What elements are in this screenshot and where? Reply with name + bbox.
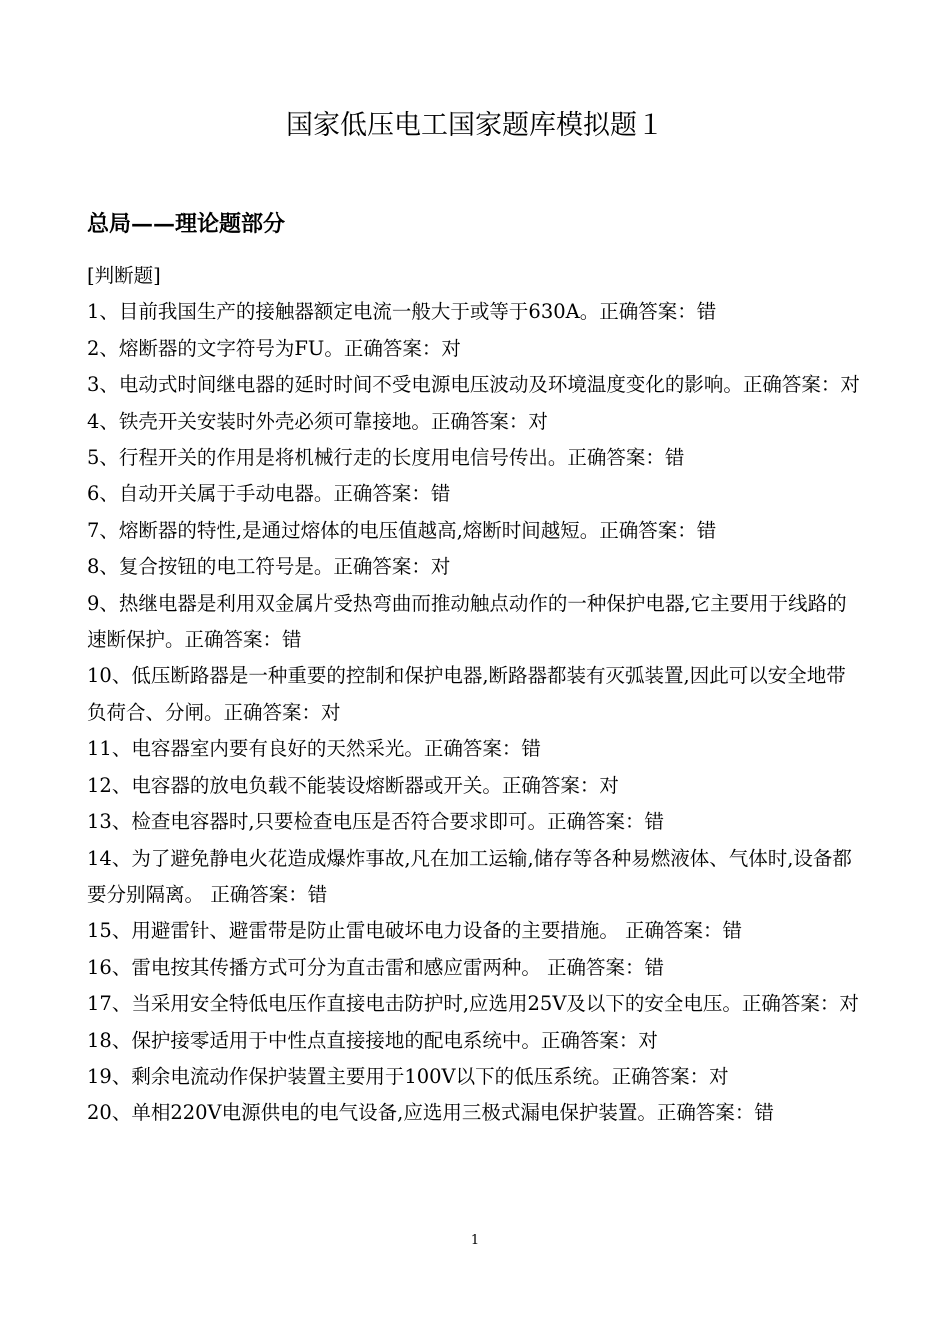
document-body (87, 258, 863, 1132)
question-item: 4、铁壳开关安装时外壳必须可靠接地。正确答案：对 (87, 409, 548, 433)
question-item: 13、检查电容器时,只要检查电压是否符合要求即可。正确答案：错 (87, 810, 665, 834)
subsection-label: [判断题] (87, 264, 161, 287)
question-item: 19、剩余电流动作保护装置主要用于100V以下的低压系统。正确答案：对 (87, 1064, 729, 1088)
document-title: 国家低压电工国家题库模拟题１ (286, 110, 664, 141)
page-number: 1 (470, 1233, 480, 1248)
question-item: 16、雷电按其传播方式可分为直击雷和感应雷两种。 正确答案：错 (87, 955, 665, 979)
question-list (87, 294, 863, 1131)
question-item: 5、行程开关的作用是将机械行走的长度用电信号传出。正确答案：错 (87, 446, 685, 470)
question-item: 20、单相220V电源供电的电气设备,应选用三极式漏电保护装置。正确答案：错 (87, 1101, 774, 1125)
question-item: 1、目前我国生产的接触器额定电流一般大于或等于630A。正确答案：错 (87, 300, 717, 324)
section-heading: 总局——理论题部分 (87, 211, 286, 237)
question-item: 10、低压断路器是一种重要的控制和保护电器,断路器都装有灭弧装置,因此可以安全地带负荷合、分闸。正确答案：对 (87, 664, 846, 724)
question-item: 9、热继电器是利用双金属片受热弯曲而推动触点动作的一种保护电器,它主要用于线路的速断保护。正确答案：错 (87, 591, 847, 652)
question-item: 6、自动开关属于手动电器。正确答案：错 (87, 482, 451, 506)
question-item: 3、电动式时间继电器的延时时间不受电源电压波动及环境温度变化的影响。正确答案：对 (87, 373, 860, 397)
question-item: 7、熔断器的特性,是通过熔体的电压值越高,熔断时间越短。正确答案：错 (87, 518, 717, 542)
question-item: 8、复合按钮的电工符号是。正确答案：对 (87, 555, 451, 579)
question-item: 2、熔断器的文字符号为FU。正确答案：对 (87, 336, 461, 360)
question-item: 15、用避雷针、避雷带是防止雷电破坏电力设备的主要措施。 正确答案：错 (87, 919, 743, 943)
question-item: 11、电容器室内要有良好的天然采光。正确答案：错 (87, 737, 541, 761)
question-item: 12、电容器的放电负载不能装设熔断器或开关。正确答案：对 (87, 773, 619, 797)
question-item: 17、当采用安全特低电压作直接电击防护时,应选用25V及以下的安全电压。正确答案：对 (87, 992, 859, 1016)
question-item: 14、为了避免静电火花造成爆炸事故,凡在加工运输,储存等各种易燃液体、气体时,设备都要分别隔离。 正确答案：错 (87, 846, 852, 906)
question-item: 18、保护接零适用于中性点直接接地的配电系统中。正确答案：对 (87, 1028, 658, 1052)
